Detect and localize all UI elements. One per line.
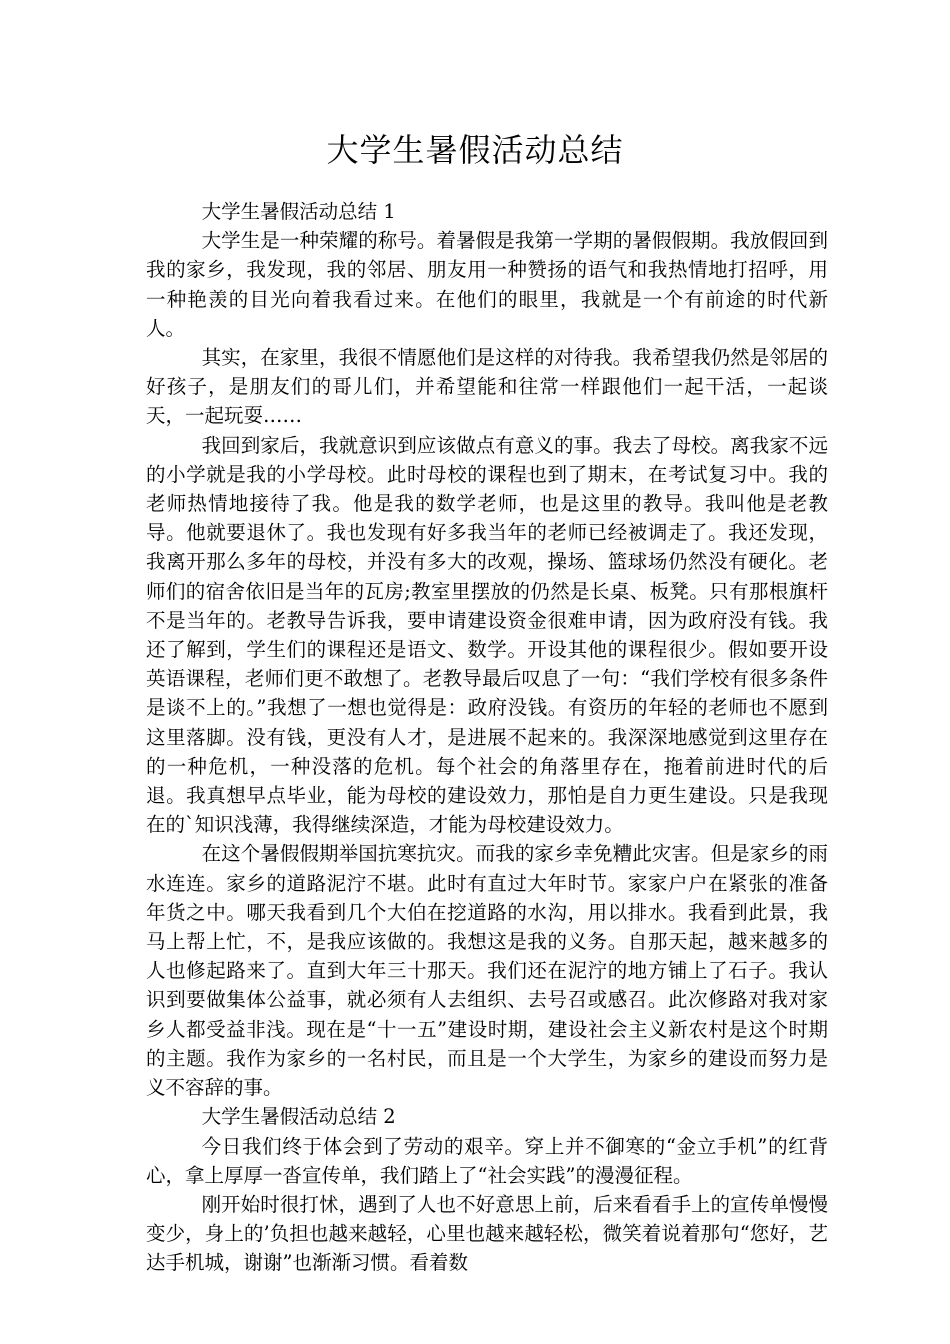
section-heading: 大学生暑假活动总结 1 <box>201 200 396 223</box>
paragraph: 大学生是一种荣耀的称号。着暑假是我第一学期的暑假假期。我放假回到我的家乡，我发现，我的邻居、朋友用一种赞扬的语气和我热情地打招呼，用一种艳羡的目光向着我看过来。在他们的眼里，我就是一个有前途的时代新人。 <box>146 229 828 340</box>
paragraph: 其实，在家里，我很不情愿他们是这样的对待我。我希望我仍然是邻居的好孩子，是朋友们的哥儿们，并希望能和往常一样跟他们一起干活，一起谈天，一起玩耍…… <box>146 346 828 428</box>
section-1 <box>146 197 828 1102</box>
paragraph: 今日我们终于体会到了劳动的艰辛。穿上并不御寒的“金立手机”的红背心，拿上厚厚一沓宣传单，我们踏上了“社会实践”的漫漫征程。 <box>146 1134 828 1187</box>
section-heading: 大学生暑假活动总结 2 <box>201 1105 396 1129</box>
paragraph: 在这个暑假假期举国抗寒抗灾。而我的家乡幸免糟此灾害。但是家乡的雨水连连。家乡的道路泥泞不堪。此时有直过大年时节。家家户户在紧张的准备年货之中。哪天我看到几个大伯在挖道路的水沟，用以排水。我看到此景，我马上帮上忙，不，是我应该做的。我想这是我的义务。自那天起，越来越多的人也修起路来了。直到大年三十那天。我们还在泥泞的地方铺上了石子。我认识到要做集体公益事，就必须有人去组织、去号召或感召。此次修路对我对家乡人都受益非浅。现在是“十一五”建设时期，建设社会主义新农村是这个时期的主题。我作为家乡的一名村民，而且是一个大学生，为家乡的建设而努力是义不容辞的事。 <box>146 842 828 1100</box>
document-title: 大学生暑假活动总结 <box>326 131 624 169</box>
paragraph: 刚开始时很打怵，遇到了人也不好意思上前，后来看看手上的宣传单慢慢变少，身上的’负担也越来越轻，心里也越来越轻松，微笑着说着那句“您好，艺达手机城，谢谢”也渐渐习惯。看着数 <box>146 1192 828 1275</box>
paragraph: 我回到家后，我就意识到应该做点有意义的事。我去了母校。离我家不远的小学就是我的小学母校。此时母校的课程也到了期末，在考试复习中。我的老师热情地接待了我。他是我的数学老师，也是这里的教导。我叫他是老教导。他就要退休了。我也发现有好多我当年的老师已经被调走了。我还发现，我离开那么多年的母校，并没有多大的改观，操场、篮球场仍然没有硬化。老师们的宿舍依旧是当年的瓦房;教室里摆放的仍然是长桌、板凳。只有那根旗杆不是当年的。老教导告诉我，要申请建设资金很难申请，因为政府没有钱。我还了解到，学生们的课程还是语文、数学。开设其他的课程很少。假如要开设英语课程，老师们更不敢想了。老教导最后叹息了一句：“我们学校有很多条件是谈不上的。”我想了一想也觉得是：政府没钱。有资历的年轻的老师也不愿到这里落脚。没有钱，更没有人才，是进展不起来的。我深深地感觉到这里存在的一种危机，一种没落的危机。每个社会的角落里存在，拖着前进时代的后退。我真想早点毕业，能为母校的建设效力，那怕是自力更生建设。只是我现在的`知识浅薄，我得继续深造，才能为母校建设效力。 <box>146 433 828 837</box>
document-body <box>146 197 828 1278</box>
section-2 <box>146 1102 828 1277</box>
